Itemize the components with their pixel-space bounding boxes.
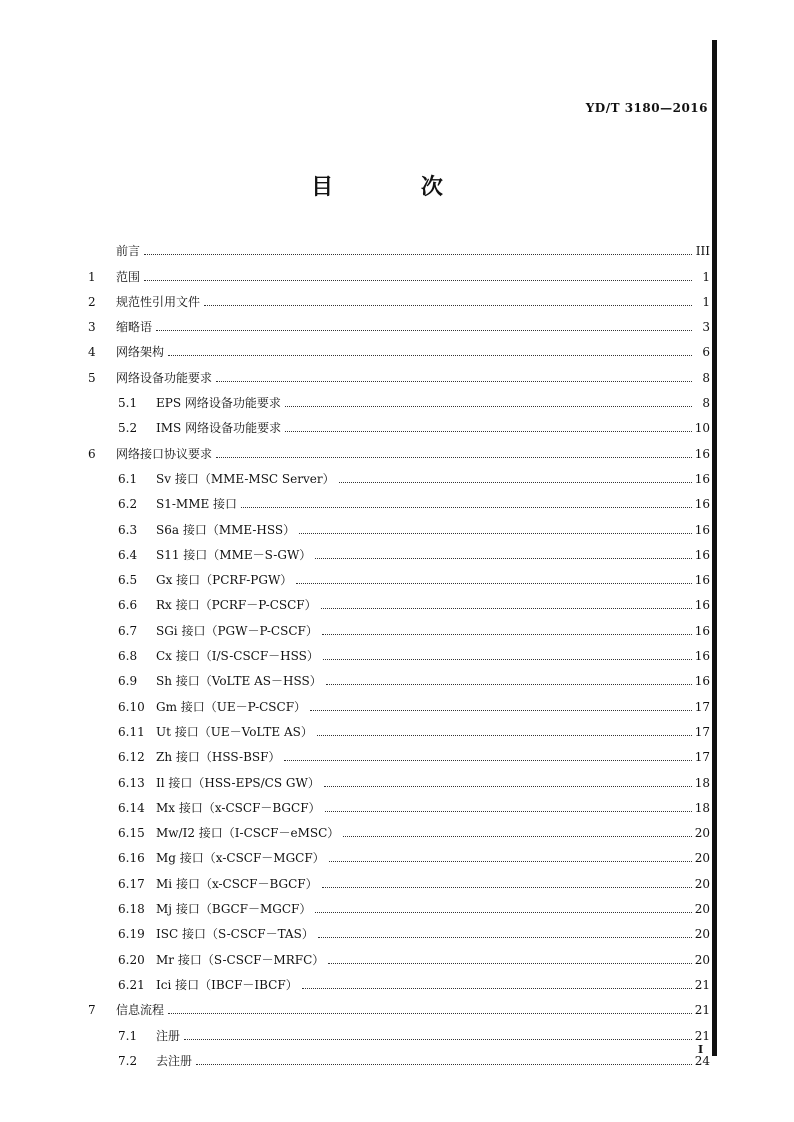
toc-entry[interactable] [88, 941, 710, 966]
toc-entry-number: 6.12 [118, 750, 145, 765]
toc-entry-label: 信息流程 [116, 1003, 165, 1018]
toc-entry[interactable] [88, 486, 710, 511]
toc-dot-leader [315, 558, 692, 559]
toc-entry[interactable] [88, 410, 710, 435]
toc-entry-label: 缩略语 [116, 320, 153, 335]
toc-entry[interactable] [88, 309, 710, 334]
toc-entry-number: 6.15 [118, 826, 145, 841]
toc-entry-label: 网络接口协议要求 [116, 446, 213, 461]
toc-dot-leader [329, 861, 692, 862]
page-title: 目 次 [311, 174, 483, 200]
toc-entry-label: Cx 接口（I/S-CSCF－HSS） [156, 649, 319, 664]
toc-entry-number: 6.14 [118, 800, 145, 815]
toc-entry-number: 2 [88, 294, 96, 309]
toc-entry-label: 前言 [116, 244, 141, 259]
page-number: I [698, 1043, 704, 1056]
toc-entry-label: Mw/I2 接口（I-CSCF－eMSC） [156, 826, 340, 841]
toc-entry-label: 网络架构 [116, 345, 165, 360]
toc-entry-label: IMS 网络设备功能要求 [156, 421, 282, 436]
toc-entry[interactable] [88, 967, 710, 992]
toc-entry-number: 4 [88, 345, 96, 360]
toc-entry-page: 21 [694, 1003, 710, 1018]
toc-dot-leader [322, 634, 692, 635]
toc-entry-page: 24 [694, 1053, 710, 1068]
toc-entry[interactable] [88, 385, 710, 410]
toc-entry-number: 6.9 [118, 674, 138, 689]
document-code: YD/T 3180—2016 [585, 101, 708, 115]
toc-dot-leader [156, 330, 692, 331]
toc-entry-page: III [695, 244, 710, 259]
toc-entry-label: 去注册 [156, 1053, 193, 1068]
toc-entry-label: EPS 网络设备功能要求 [156, 396, 281, 411]
toc-entry-number: 1 [88, 269, 96, 284]
toc-entry-page: 3 [702, 320, 710, 335]
toc-entry[interactable] [88, 537, 710, 562]
toc-entry[interactable] [88, 511, 710, 536]
toc-entry[interactable] [88, 284, 710, 309]
toc-entry-label: Gx 接口（PCRF-PGW） [156, 573, 293, 588]
toc-entry-page: 17 [694, 699, 710, 714]
toc-entry-page: 1 [702, 269, 710, 284]
toc-entry-page: 20 [694, 902, 710, 917]
toc-entry-number: 6.3 [118, 522, 138, 537]
toc-entry-label: ISC 接口（S-CSCF－TAS） [156, 927, 314, 942]
toc-entry-label: Gm 接口（UE－P-CSCF） [156, 699, 307, 714]
toc-entry-label: Sh 接口（VoLTE AS－HSS） [156, 674, 322, 689]
toc-entry-label: Il 接口（HSS-EPS/CS GW） [156, 775, 320, 790]
toc-dot-leader [323, 659, 692, 660]
toc-entry[interactable] [88, 739, 710, 764]
toc-entry-label: Rx 接口（PCRF－P-CSCF） [156, 598, 317, 613]
toc-entry-number: 6.7 [118, 623, 138, 638]
toc-entry-number: 6.10 [118, 699, 145, 714]
toc-dot-leader [285, 431, 692, 432]
toc-dot-leader [318, 937, 692, 938]
toc-entry[interactable] [88, 562, 710, 587]
toc-entry[interactable] [88, 258, 710, 283]
toc-entry-number: 6.20 [118, 952, 145, 967]
toc-dot-leader [343, 836, 692, 837]
toc-entry[interactable] [88, 815, 710, 840]
toc-dot-leader [168, 1013, 692, 1014]
toc-entry-number: 6.16 [118, 851, 145, 866]
toc-dot-leader [241, 507, 692, 508]
toc-entry-page: 16 [694, 547, 710, 562]
toc-dot-leader [326, 684, 692, 685]
toc-entry-page: 20 [694, 927, 710, 942]
toc-entry[interactable] [88, 916, 710, 941]
toc-entry-label: Sv 接口（MME-MSC Server） [156, 471, 335, 486]
toc-dot-leader [284, 760, 692, 761]
table-of-contents [88, 233, 710, 1068]
toc-entry-page: 8 [702, 370, 710, 385]
toc-entry-number: 6.2 [118, 497, 138, 512]
toc-entry[interactable] [88, 865, 710, 890]
toc-entry[interactable] [88, 714, 710, 739]
toc-entry-page: 16 [694, 522, 710, 537]
toc-entry-page: 21 [694, 1028, 710, 1043]
toc-entry[interactable] [88, 1017, 710, 1042]
toc-entry-page: 20 [694, 851, 710, 866]
toc-entry-number: 6.8 [118, 649, 138, 664]
toc-entry[interactable] [88, 233, 710, 258]
toc-entry-number: 6.1 [118, 471, 138, 486]
toc-entry[interactable] [88, 359, 710, 384]
toc-entry-label: S1-MME 接口 [156, 497, 238, 512]
toc-entry-page: 16 [694, 446, 710, 461]
toc-dot-leader [296, 583, 692, 584]
toc-entry-label: Ici 接口（IBCF－IBCF） [156, 977, 298, 992]
toc-dot-leader [204, 305, 692, 306]
toc-entry-number: 6 [88, 446, 96, 461]
toc-entry[interactable] [88, 334, 710, 359]
toc-entry[interactable] [88, 638, 710, 663]
toc-entry-page: 16 [694, 573, 710, 588]
toc-entry[interactable] [88, 461, 710, 486]
toc-entry[interactable] [88, 764, 710, 789]
toc-dot-leader [216, 381, 692, 382]
toc-entry-label: 网络设备功能要求 [116, 370, 213, 385]
toc-entry-number: 7 [88, 1003, 96, 1018]
toc-entry[interactable] [88, 612, 710, 637]
toc-entry-number: 5.2 [118, 421, 138, 436]
toc-entry-label: S11 接口（MME－S-GW） [156, 547, 312, 562]
toc-entry-number: 5 [88, 370, 96, 385]
toc-entry-label: Mg 接口（x-CSCF－MGCF） [156, 851, 325, 866]
toc-dot-leader [299, 533, 692, 534]
toc-dot-leader [325, 811, 692, 812]
toc-entry-label: 注册 [156, 1028, 181, 1043]
toc-dot-leader [184, 1039, 692, 1040]
toc-entry-label: 范围 [116, 269, 141, 284]
toc-entry-page: 6 [702, 345, 710, 360]
toc-entry-number: 5.1 [118, 396, 138, 411]
toc-entry-page: 20 [694, 876, 710, 891]
toc-entry[interactable] [88, 1043, 710, 1068]
toc-dot-leader [144, 254, 692, 255]
toc-entry-label: 规范性引用文件 [116, 294, 201, 309]
toc-entry-number: 6.4 [118, 547, 138, 562]
toc-entry-page: 17 [694, 724, 710, 739]
toc-dot-leader [315, 912, 692, 913]
toc-entry-label: Mr 接口（S-CSCF－MRFC） [156, 952, 325, 967]
toc-dot-leader [317, 735, 692, 736]
toc-entry[interactable] [88, 435, 710, 460]
toc-entry-number: 6.11 [118, 724, 145, 739]
toc-entry-page: 17 [694, 750, 710, 765]
toc-dot-leader [216, 457, 692, 458]
toc-entry-number: 6.18 [118, 902, 145, 917]
toc-entry-page: 21 [694, 977, 710, 992]
toc-entry-label: Mi 接口（x-CSCF－BGCF） [156, 876, 318, 891]
toc-entry-label: SGi 接口（PGW－P-CSCF） [156, 623, 318, 638]
toc-entry[interactable] [88, 688, 710, 713]
toc-entry-label: Mj 接口（BGCF－MGCF） [156, 902, 312, 917]
toc-dot-leader [339, 482, 692, 483]
toc-entry-label: S6a 接口（MME-HSS） [156, 522, 296, 537]
toc-entry-label: Ut 接口（UE－VoLTE AS） [156, 724, 313, 739]
toc-entry-number: 6.17 [118, 876, 145, 891]
toc-entry[interactable] [88, 587, 710, 612]
toc-dot-leader [324, 786, 692, 787]
toc-entry-label: Mx 接口（x-CSCF－BGCF） [156, 800, 321, 815]
toc-entry-number: 7.2 [118, 1053, 138, 1068]
toc-entry-number: 6.19 [118, 927, 145, 942]
toc-entry-page: 16 [694, 623, 710, 638]
toc-entry-page: 18 [694, 775, 710, 790]
toc-entry-page: 16 [694, 471, 710, 486]
toc-entry-page: 18 [694, 800, 710, 815]
toc-entry-number: 6.13 [118, 775, 145, 790]
toc-entry[interactable] [88, 840, 710, 865]
toc-entry[interactable] [88, 992, 710, 1017]
toc-entry[interactable] [88, 790, 710, 815]
toc-dot-leader [302, 988, 692, 989]
toc-entry-label: Zh 接口（HSS-BSF） [156, 750, 281, 765]
toc-entry[interactable] [88, 663, 710, 688]
toc-entry-page: 8 [702, 396, 710, 411]
toc-entry-page: 20 [694, 826, 710, 841]
toc-dot-leader [310, 710, 692, 711]
toc-entry-page: 16 [694, 497, 710, 512]
toc-entry-page: 20 [694, 952, 710, 967]
toc-entry-number: 6.5 [118, 573, 138, 588]
toc-dot-leader [144, 280, 692, 281]
toc-entry-page: 16 [694, 674, 710, 689]
toc-entry[interactable] [88, 891, 710, 916]
toc-dot-leader [196, 1064, 692, 1065]
toc-entry-page: 1 [702, 294, 710, 309]
toc-entry-number: 6.6 [118, 598, 138, 613]
toc-dot-leader [168, 355, 692, 356]
toc-entry-number: 6.21 [118, 977, 145, 992]
toc-dot-leader [328, 963, 692, 964]
toc-entry-page: 10 [694, 421, 710, 436]
toc-entry-number: 3 [88, 320, 96, 335]
toc-dot-leader [322, 887, 692, 888]
toc-entry-page: 16 [694, 649, 710, 664]
toc-dot-leader [321, 608, 692, 609]
toc-dot-leader [285, 406, 692, 407]
toc-entry-number: 7.1 [118, 1028, 138, 1043]
toc-entry-page: 16 [694, 598, 710, 613]
